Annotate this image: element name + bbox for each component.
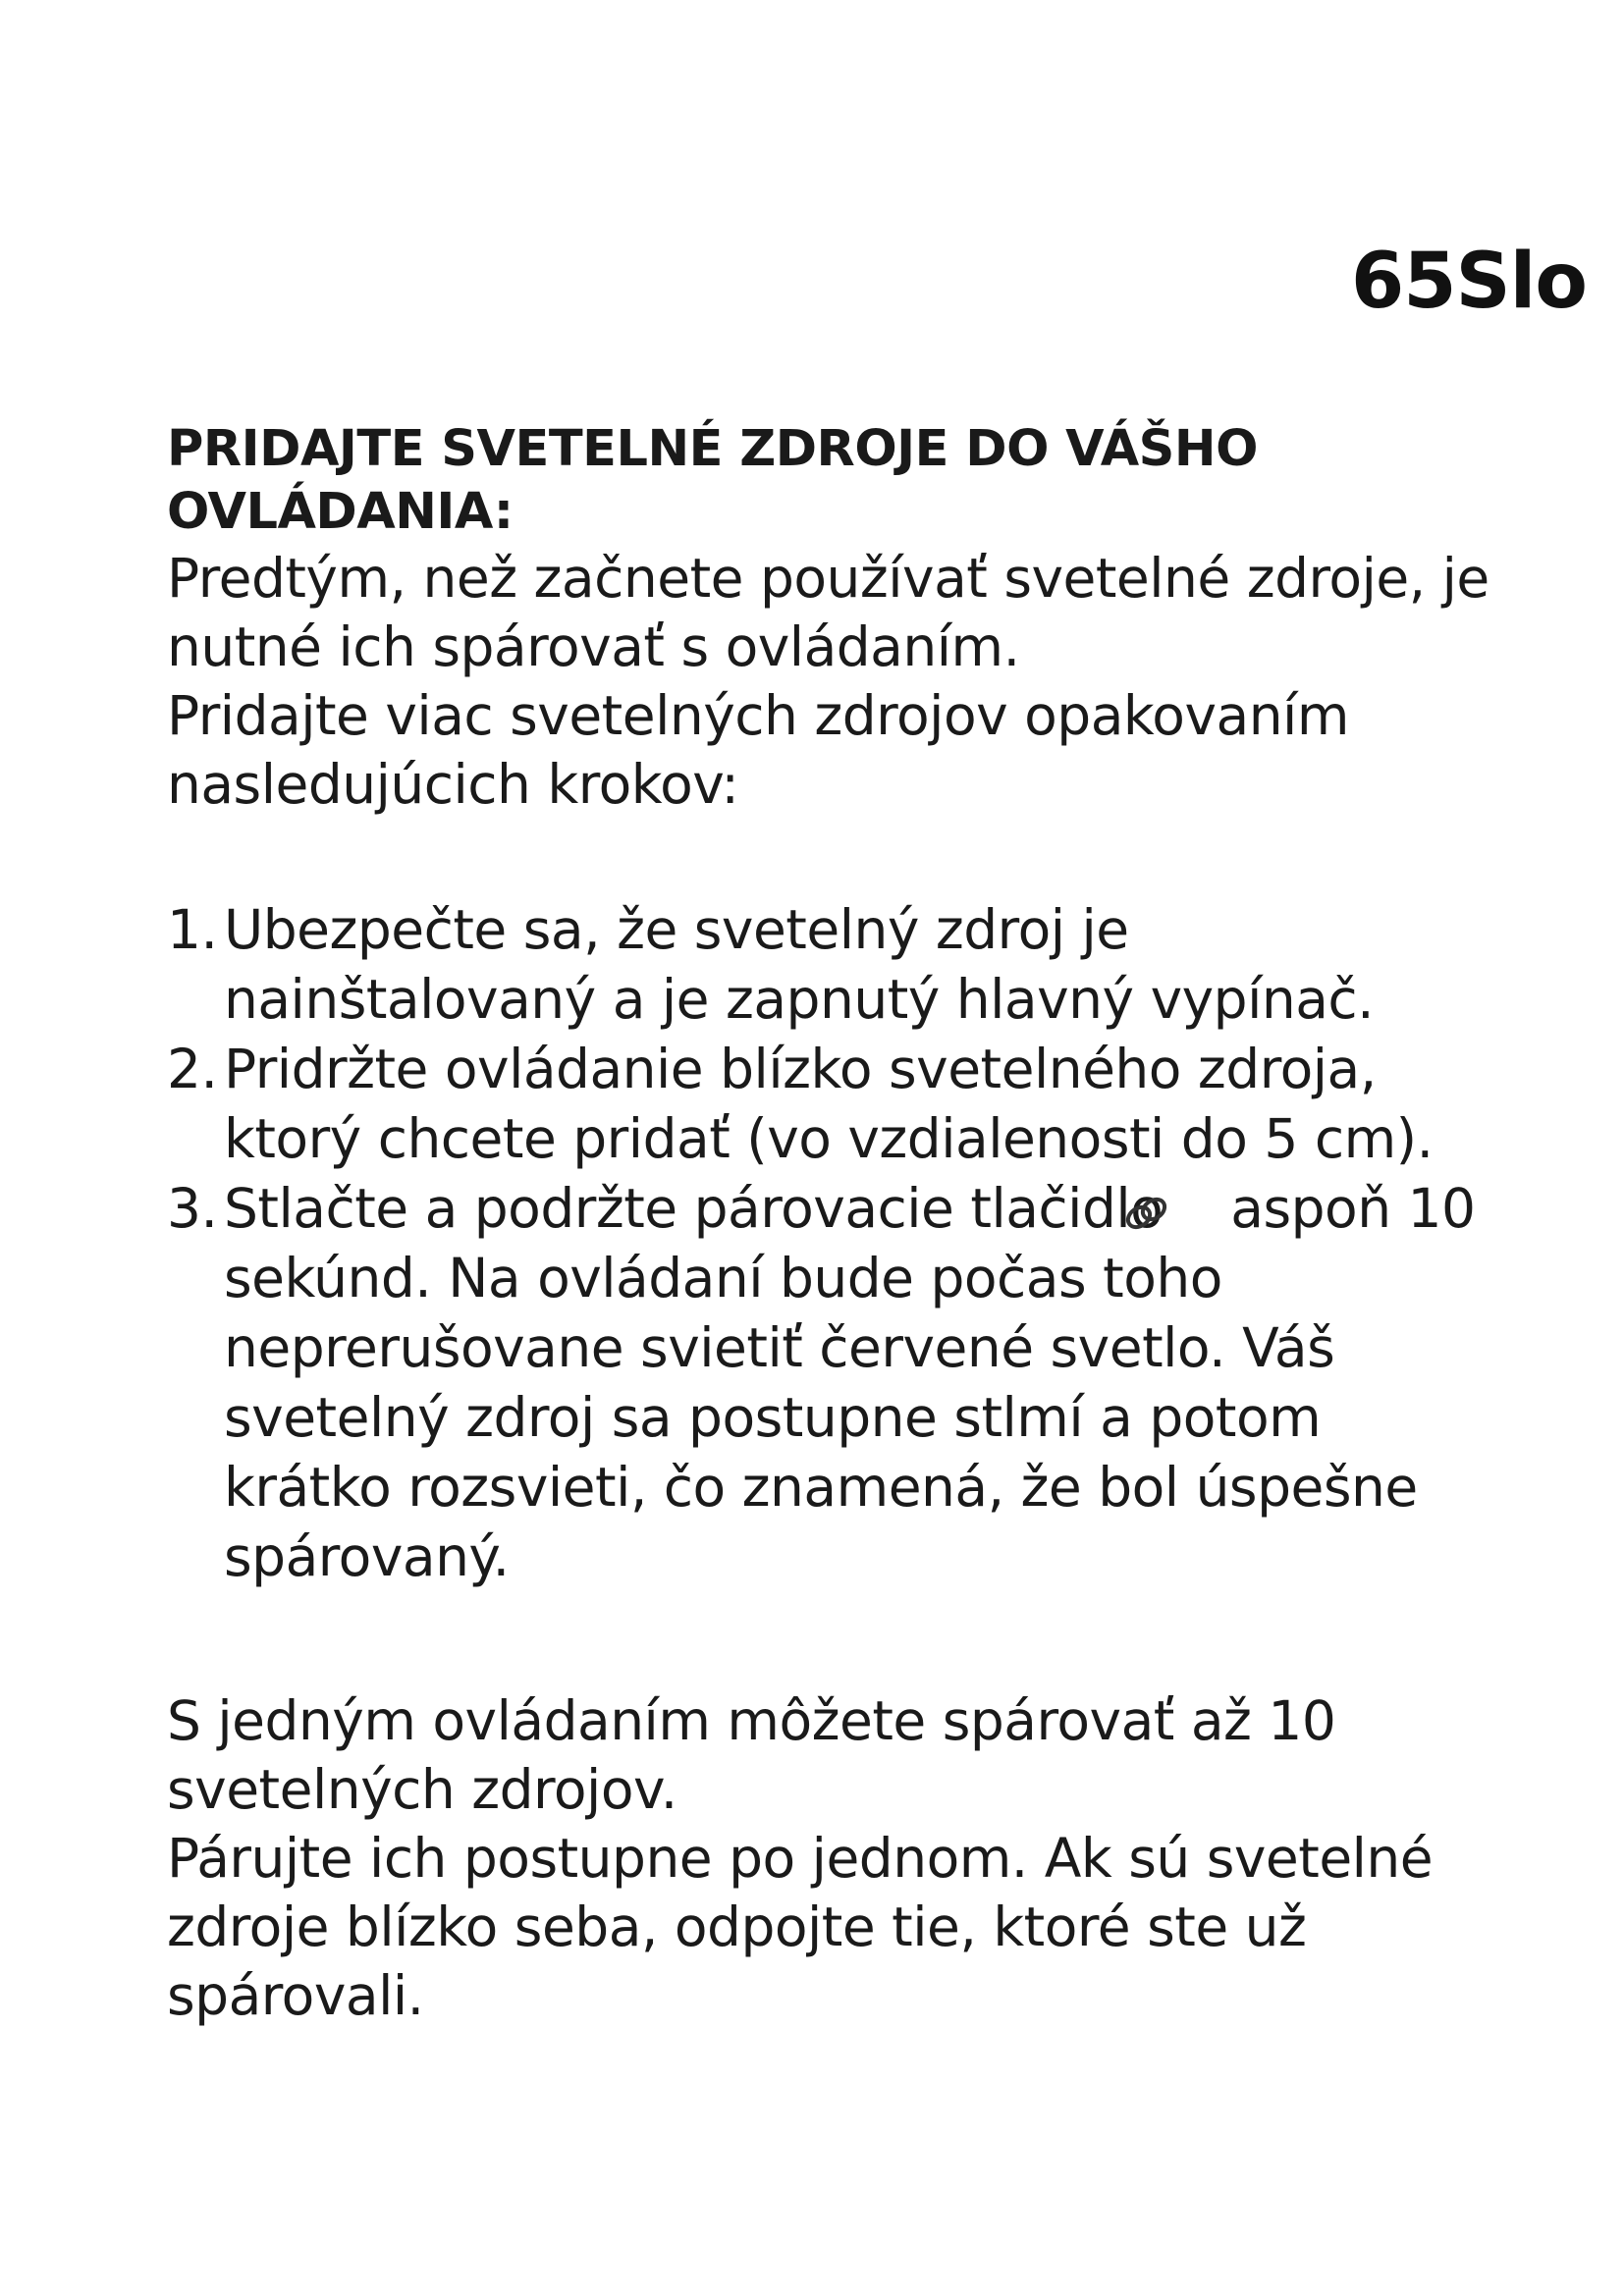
page-number: 65Slo — [1350, 238, 1587, 326]
steps-list — [167, 895, 1492, 1592]
link-icon — [1179, 1180, 1228, 1219]
spacer — [167, 819, 1492, 895]
step-item-3 — [167, 1174, 1492, 1592]
note-paragraph-1: S jedným ovládaním môžete spárovať až 10 svetelných zdrojov. — [167, 1689, 1336, 1821]
section-heading: PRIDAJTE SVETELNÉ ZDROJE DO VÁŠHO OVLÁDANIA: — [167, 420, 1258, 541]
step-text-before-icon: Stlačte a podržte párovacie tlačidlo — [224, 1177, 1164, 1240]
intro-paragraph-2: Pridajte viac svetelných zdrojov opakovaním nasledujúcich krokov: — [167, 684, 1349, 816]
note-paragraph-2: Párujte ich postupne po jednom. Ak sú svetelné zdroje blízko seba, odpojte tie, ktoré ste už spárovali. — [167, 1827, 1434, 2027]
step-text: Pridržte ovládanie blízko svetelného zdroja, ktorý chcete pridať (vo vzdialenosti do 5 cm). — [224, 1038, 1434, 1170]
step-item-1 — [167, 895, 1492, 1035]
step-number: 3. — [167, 1177, 218, 1240]
spacer — [167, 1592, 1492, 1686]
step-number: 2. — [167, 1038, 218, 1100]
instruction-section — [167, 418, 1492, 2030]
step-text: Ubezpečte sa, že svetelný zdroj je nainštalovaný a je zapnutý hlavný vypínač. — [224, 898, 1375, 1031]
step-text-after-icon: aspoň 10 sekúnd. Na ovládaní bude počas toho neprerušovane svietiť červené svetlo. Váš svetelný zdroj sa postupne stlmí a potom krátko rozsvieti, čo znamená, že bol úspešne spárovaný. — [224, 1177, 1476, 1588]
intro-paragraph-1: Predtým, než začnete používať svetelné zdroje, je nutné ich spárovať s ovládaním. — [167, 547, 1489, 678]
step-number: 1. — [167, 898, 218, 961]
step-item-2 — [167, 1035, 1492, 1174]
